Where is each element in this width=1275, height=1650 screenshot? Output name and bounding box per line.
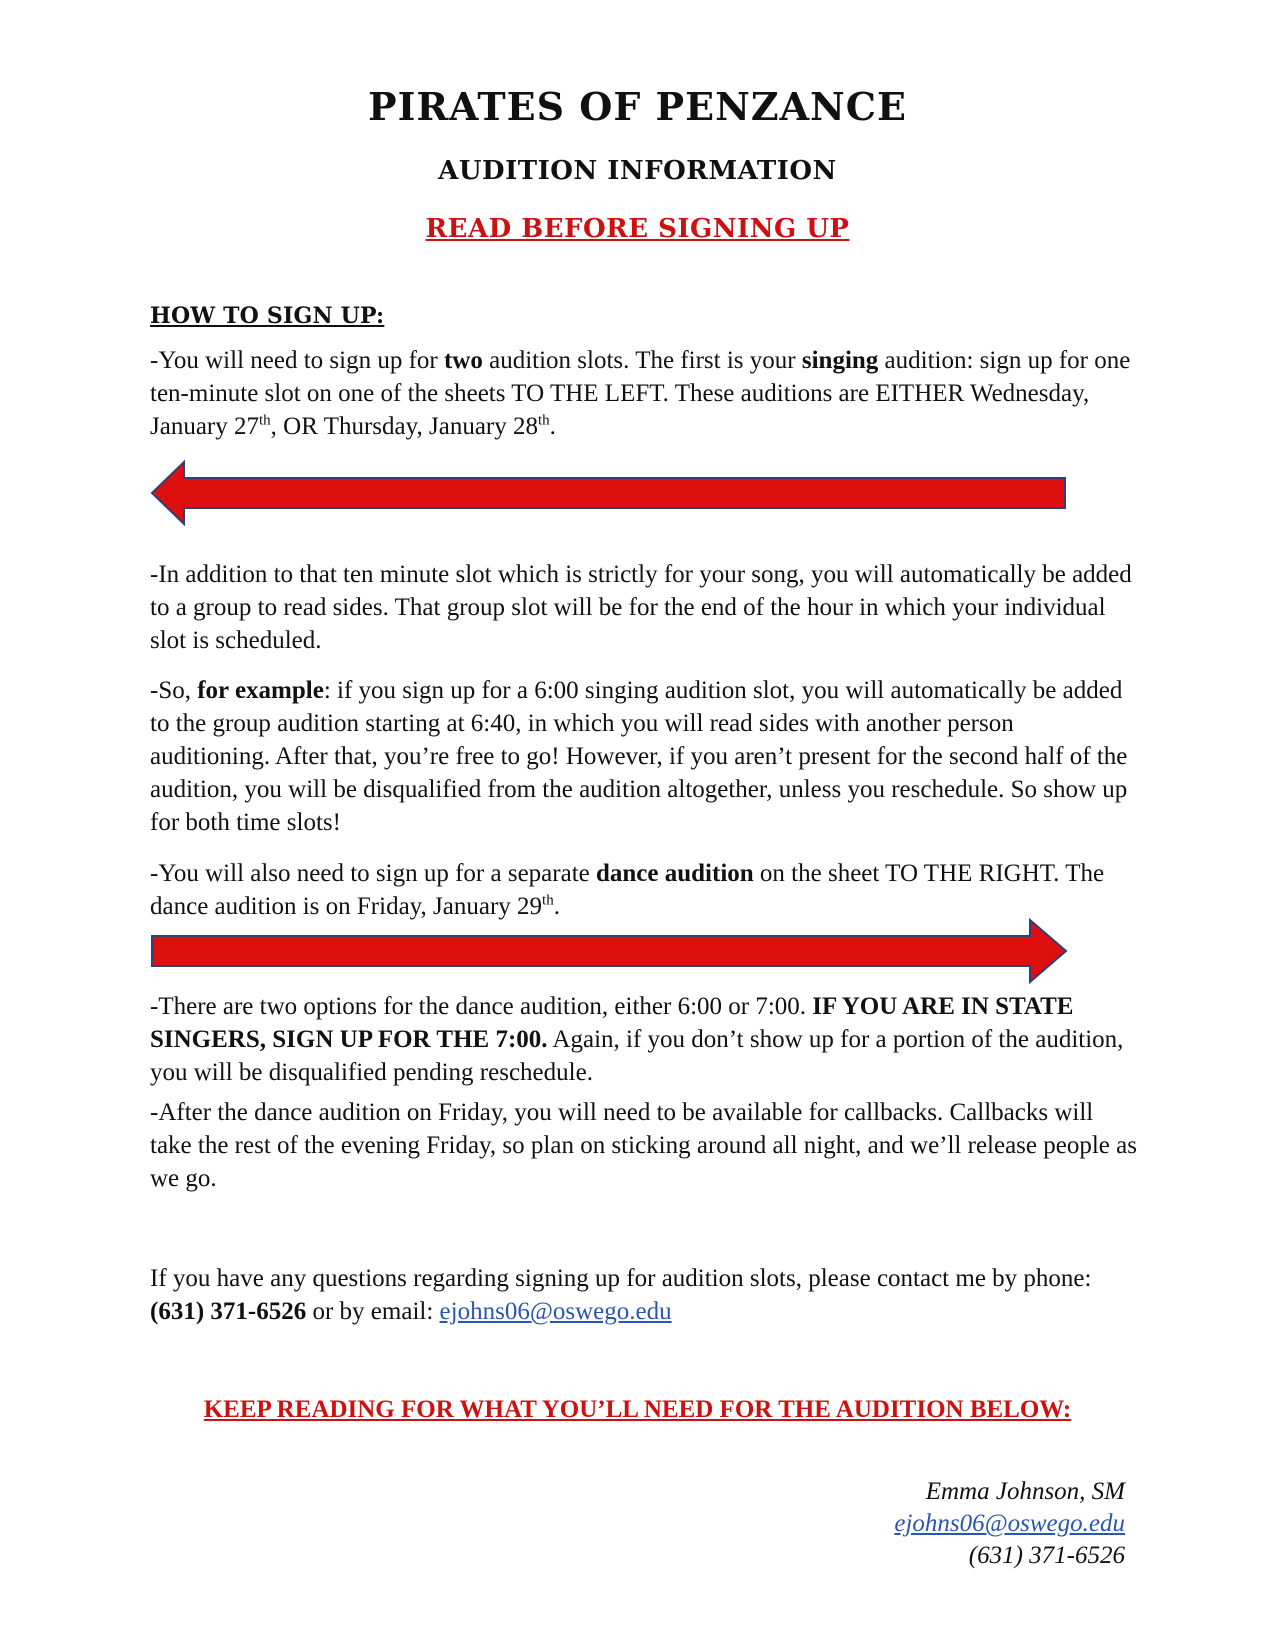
text: , OR Thursday, January 28 bbox=[270, 413, 538, 440]
text: : if you sign up for a 6:00 singing audition slot, you will automatically be added to the group audition starting at 6:40, in which you will read sides with another person auditioning. After that, you’re free to go! However, if you aren’t present for the second half of the audition, you will be disqualified from the audition altogether, unless you reschedule. So show up for both time slots! bbox=[150, 677, 1128, 836]
read-notice: READ BEFORE SIGNING UP bbox=[425, 214, 850, 244]
signature-name: Emma Johnson, SM bbox=[925, 1478, 1125, 1505]
text: If you have any questions regarding signing up for audition slots, please contact me by phone: bbox=[150, 1265, 1092, 1292]
arrow-left-icon bbox=[150, 460, 1070, 526]
arrow-right-icon bbox=[150, 918, 1070, 984]
text: on the sheet TO THE RIGHT. The dance audition is on Friday, January 29 bbox=[150, 860, 1105, 920]
ordinal-suffix: th bbox=[542, 892, 554, 909]
paragraph-group-slot: -In addition to that ten minute slot which is strictly for your song, you will automatically be added to a group to read sides. That group slot will be for the end of the hour in which your individual slot is scheduled. bbox=[150, 561, 1132, 654]
text: -So, bbox=[150, 677, 198, 704]
signature-block bbox=[894, 1476, 1125, 1572]
paragraph-singing-slots bbox=[150, 344, 1140, 443]
section-heading: HOW TO SIGN UP: bbox=[150, 303, 385, 329]
text: -You will need to sign up for bbox=[150, 347, 444, 374]
emphasis-state-singers: IF YOU ARE IN STATE SINGERS, SIGN UP FOR THE 7:00. bbox=[150, 993, 1074, 1053]
text: -There are two options for the dance audition, either 6:00 or 7:00. bbox=[150, 993, 813, 1020]
emphasis-singing: singing bbox=[801, 347, 879, 374]
emphasis-dance: dance audition bbox=[595, 860, 754, 887]
ordinal-suffix: th bbox=[538, 412, 550, 429]
paragraph-example bbox=[150, 674, 1140, 839]
paragraph-contact bbox=[150, 1262, 1140, 1328]
paragraph-dance-options bbox=[150, 990, 1140, 1089]
page-title: PIRATES OF PENZANCE bbox=[368, 84, 907, 129]
keep-reading-notice: KEEP READING FOR WHAT YOU’LL NEED FOR THE AUDITION BELOW: bbox=[203, 1396, 1072, 1423]
text: . bbox=[553, 893, 560, 920]
emphasis-example: for example bbox=[197, 677, 324, 704]
text: audition slots. The first is your bbox=[482, 347, 802, 374]
contact-phone: (631) 371-6526 bbox=[150, 1298, 307, 1325]
text: -You will also need to sign up for a separate bbox=[150, 860, 596, 887]
paragraph-dance-audition bbox=[150, 857, 1140, 923]
emphasis-two: two bbox=[443, 347, 483, 374]
text: or by email: bbox=[306, 1298, 440, 1325]
text: . bbox=[549, 413, 556, 440]
text: audition: sign up for one ten-minute slot on one of the sheets TO THE LEFT. These auditions are EITHER Wednesday, January 27 bbox=[150, 347, 1131, 440]
paragraph-callbacks: -After the dance audition on Friday, you will need to be available for callbacks. Callbacks will take the rest of the evening Friday, so plan on sticking around all night, and we’ll release people as we go. bbox=[150, 1099, 1137, 1192]
page-subtitle: AUDITION INFORMATION bbox=[438, 156, 837, 186]
signature-phone: (631) 371-6526 bbox=[968, 1542, 1125, 1569]
ordinal-suffix: th bbox=[259, 412, 271, 429]
contact-email-link[interactable]: ejohns06@oswego.edu bbox=[439, 1298, 672, 1325]
text: Again, if you don’t show up for a portion of the audition, you will be disqualified pending reschedule. bbox=[150, 1026, 1124, 1086]
signature-email-link[interactable]: ejohns06@oswego.edu bbox=[894, 1510, 1125, 1537]
